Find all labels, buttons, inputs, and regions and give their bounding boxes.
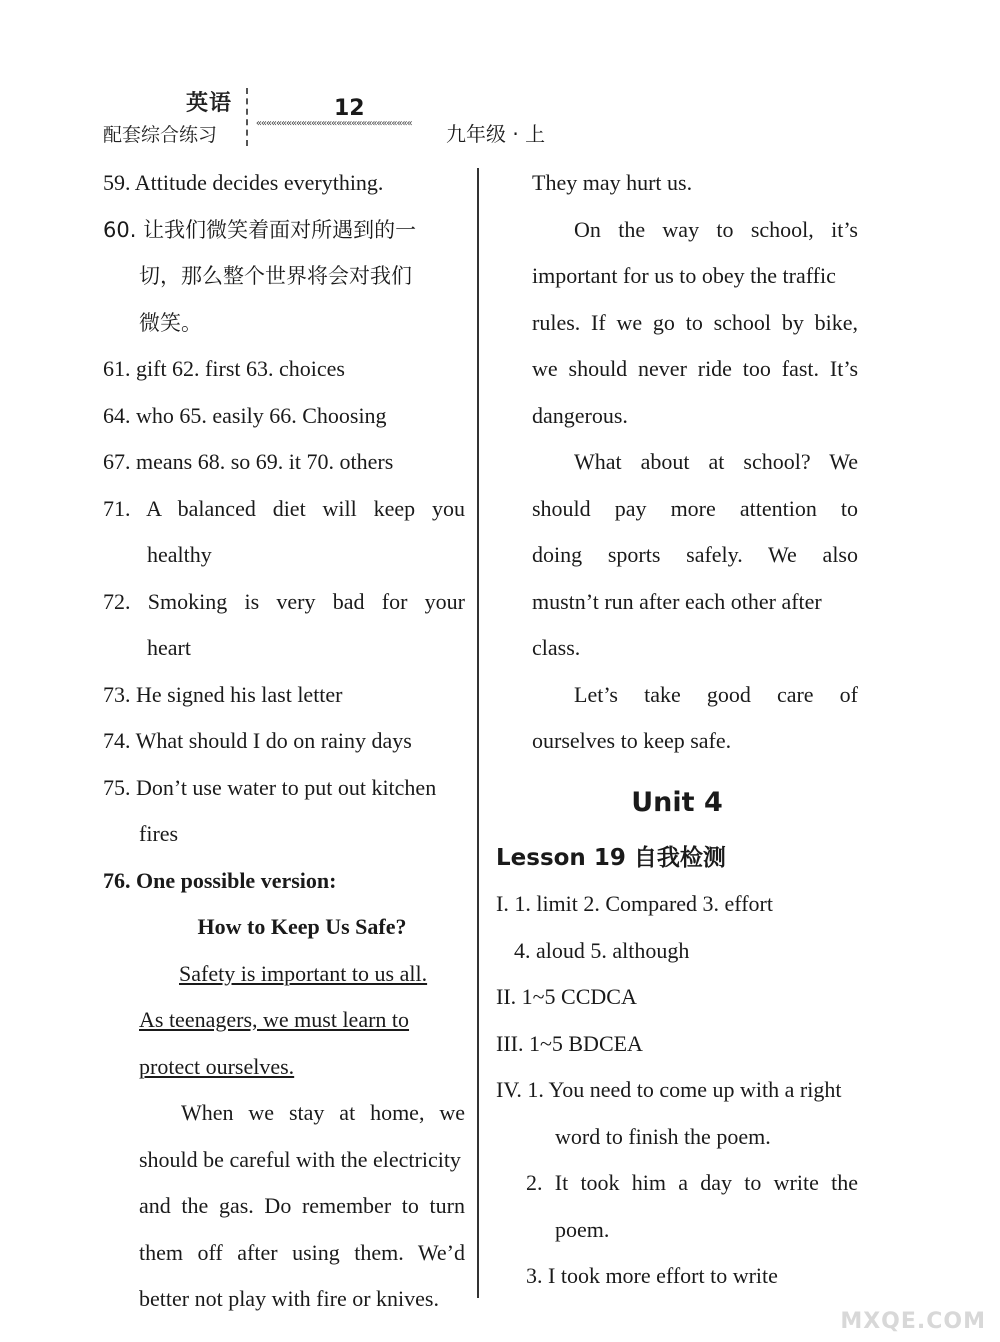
answer-60-line3: 微笑。 [139, 310, 202, 335]
header-divider [246, 88, 248, 146]
answer-60-line1: 60. 让我们微笑着面对所遇到的一 [103, 217, 417, 242]
essay-school-way-line5: dangerous. [532, 402, 628, 428]
answer-60-line2: 切，那么整个世界将会对我们 [139, 264, 412, 288]
essay-home-line3: and the gas. Do remember to turn [139, 1193, 465, 1218]
header-decoration: ««««««««««««««««««««««««««««««« [256, 118, 412, 129]
essay-at-school-line1: What about at school? We [574, 449, 858, 474]
answer-72-line1: 72. Smoking is very bad for your [103, 588, 465, 614]
essay-intro-line1-wrap [103, 951, 465, 998]
essay-closing-line2: ourselves to keep safe. [532, 728, 732, 753]
essay-school-way-line2: important for us to obey the traffic [532, 263, 836, 288]
answer-73: 73. He signed his last letter [103, 681, 343, 707]
header-book-title: 配套综合练习 [103, 124, 218, 146]
essay-home-line2: should be careful with the electricity [139, 1146, 461, 1172]
page-number: 12 [334, 96, 365, 121]
left-column [103, 160, 465, 1323]
unit-title: Unit 4 [631, 786, 723, 818]
essay-intro-line3-wrap [103, 1044, 465, 1091]
header-subject: 英语 [186, 91, 233, 116]
essay-home-line1: When we stay at home, we [181, 1100, 465, 1125]
essay-at-school-line3: doing sports safely. We also [532, 542, 858, 567]
answer-75-line1: 75. Don’t use water to put out kitchen [103, 774, 437, 800]
lesson-part3: III. 1~5 BDCEA [496, 1030, 643, 1056]
answer-59: 59. Attitude decides everything. [103, 170, 384, 195]
lesson-part4-item2-line1: 2. It took him a day to write the [526, 1170, 858, 1195]
essay-title: How to Keep Us Safe? [197, 914, 407, 939]
essay-school-way-line4: we should never ride too fast. It’s [532, 356, 858, 381]
answers-61-63: 61. gift 62. first 63. choices [103, 356, 345, 381]
essay-at-school-line5: class. [532, 635, 581, 660]
essay-school-way-line1: On the way to school, it’s [574, 216, 858, 242]
essay-at-school-line4: mustn’t run after each other after [532, 588, 822, 614]
essay-closing-line1: Let’s take good care of [574, 681, 858, 707]
essay-intro-line3: protect ourselves. [139, 1053, 295, 1079]
lesson-part4-item1-line1: IV. 1. You need to come up with a right [496, 1077, 842, 1102]
header-grade: 九年级 · 上 [446, 122, 546, 146]
answers-67-70: 67. means 68. so 69. it 70. others [103, 449, 394, 474]
lesson-part1-line1: I. 1. limit 2. Compared 3. effort [496, 891, 773, 916]
essay-school-way-line3: rules. If we go to school by bike, [532, 309, 858, 335]
right-column [496, 160, 858, 1300]
lesson-part4-item3-line1: 3. I took more effort to write [526, 1263, 778, 1288]
lesson-part2: II. 1~5 CCDCA [496, 984, 637, 1009]
answer-76-heading: 76. One possible version: [103, 867, 337, 893]
answer-72-line2: heart [147, 635, 191, 660]
answer-71-line1: 71. A balanced diet will keep you [103, 495, 465, 521]
essay-intro-line1: Safety is important to us all. [179, 960, 428, 986]
site-watermark: MXQE.COM [840, 1309, 986, 1334]
essay-home-line4: them off after using them. We’d [139, 1239, 465, 1265]
essay-intro-line2: As teenagers, we must learn to [139, 1007, 410, 1032]
answers-64-66: 64. who 65. easily 66. Choosing [103, 402, 387, 428]
column-divider [477, 168, 479, 1298]
lesson-part4-item2-line2: poem. [555, 1216, 610, 1242]
answer-75-line2: fires [139, 821, 179, 846]
essay-intro-line2-wrap [103, 997, 465, 1044]
essay-home-line5: better not play with fire or knives. [139, 1286, 439, 1311]
answer-74: 74. What should I do on rainy days [103, 728, 412, 753]
lesson-part1-line2: 4. aloud 5. although [514, 937, 690, 963]
lesson-title: Lesson 19 自我检测 [496, 844, 726, 871]
essay-at-school-line2: should pay more attention to [532, 495, 858, 521]
answer-71-line2: healthy [147, 542, 212, 567]
essay-home-line6: They may hurt us. [532, 170, 693, 195]
lesson-part4-item1-line2: word to finish the poem. [555, 1123, 771, 1149]
